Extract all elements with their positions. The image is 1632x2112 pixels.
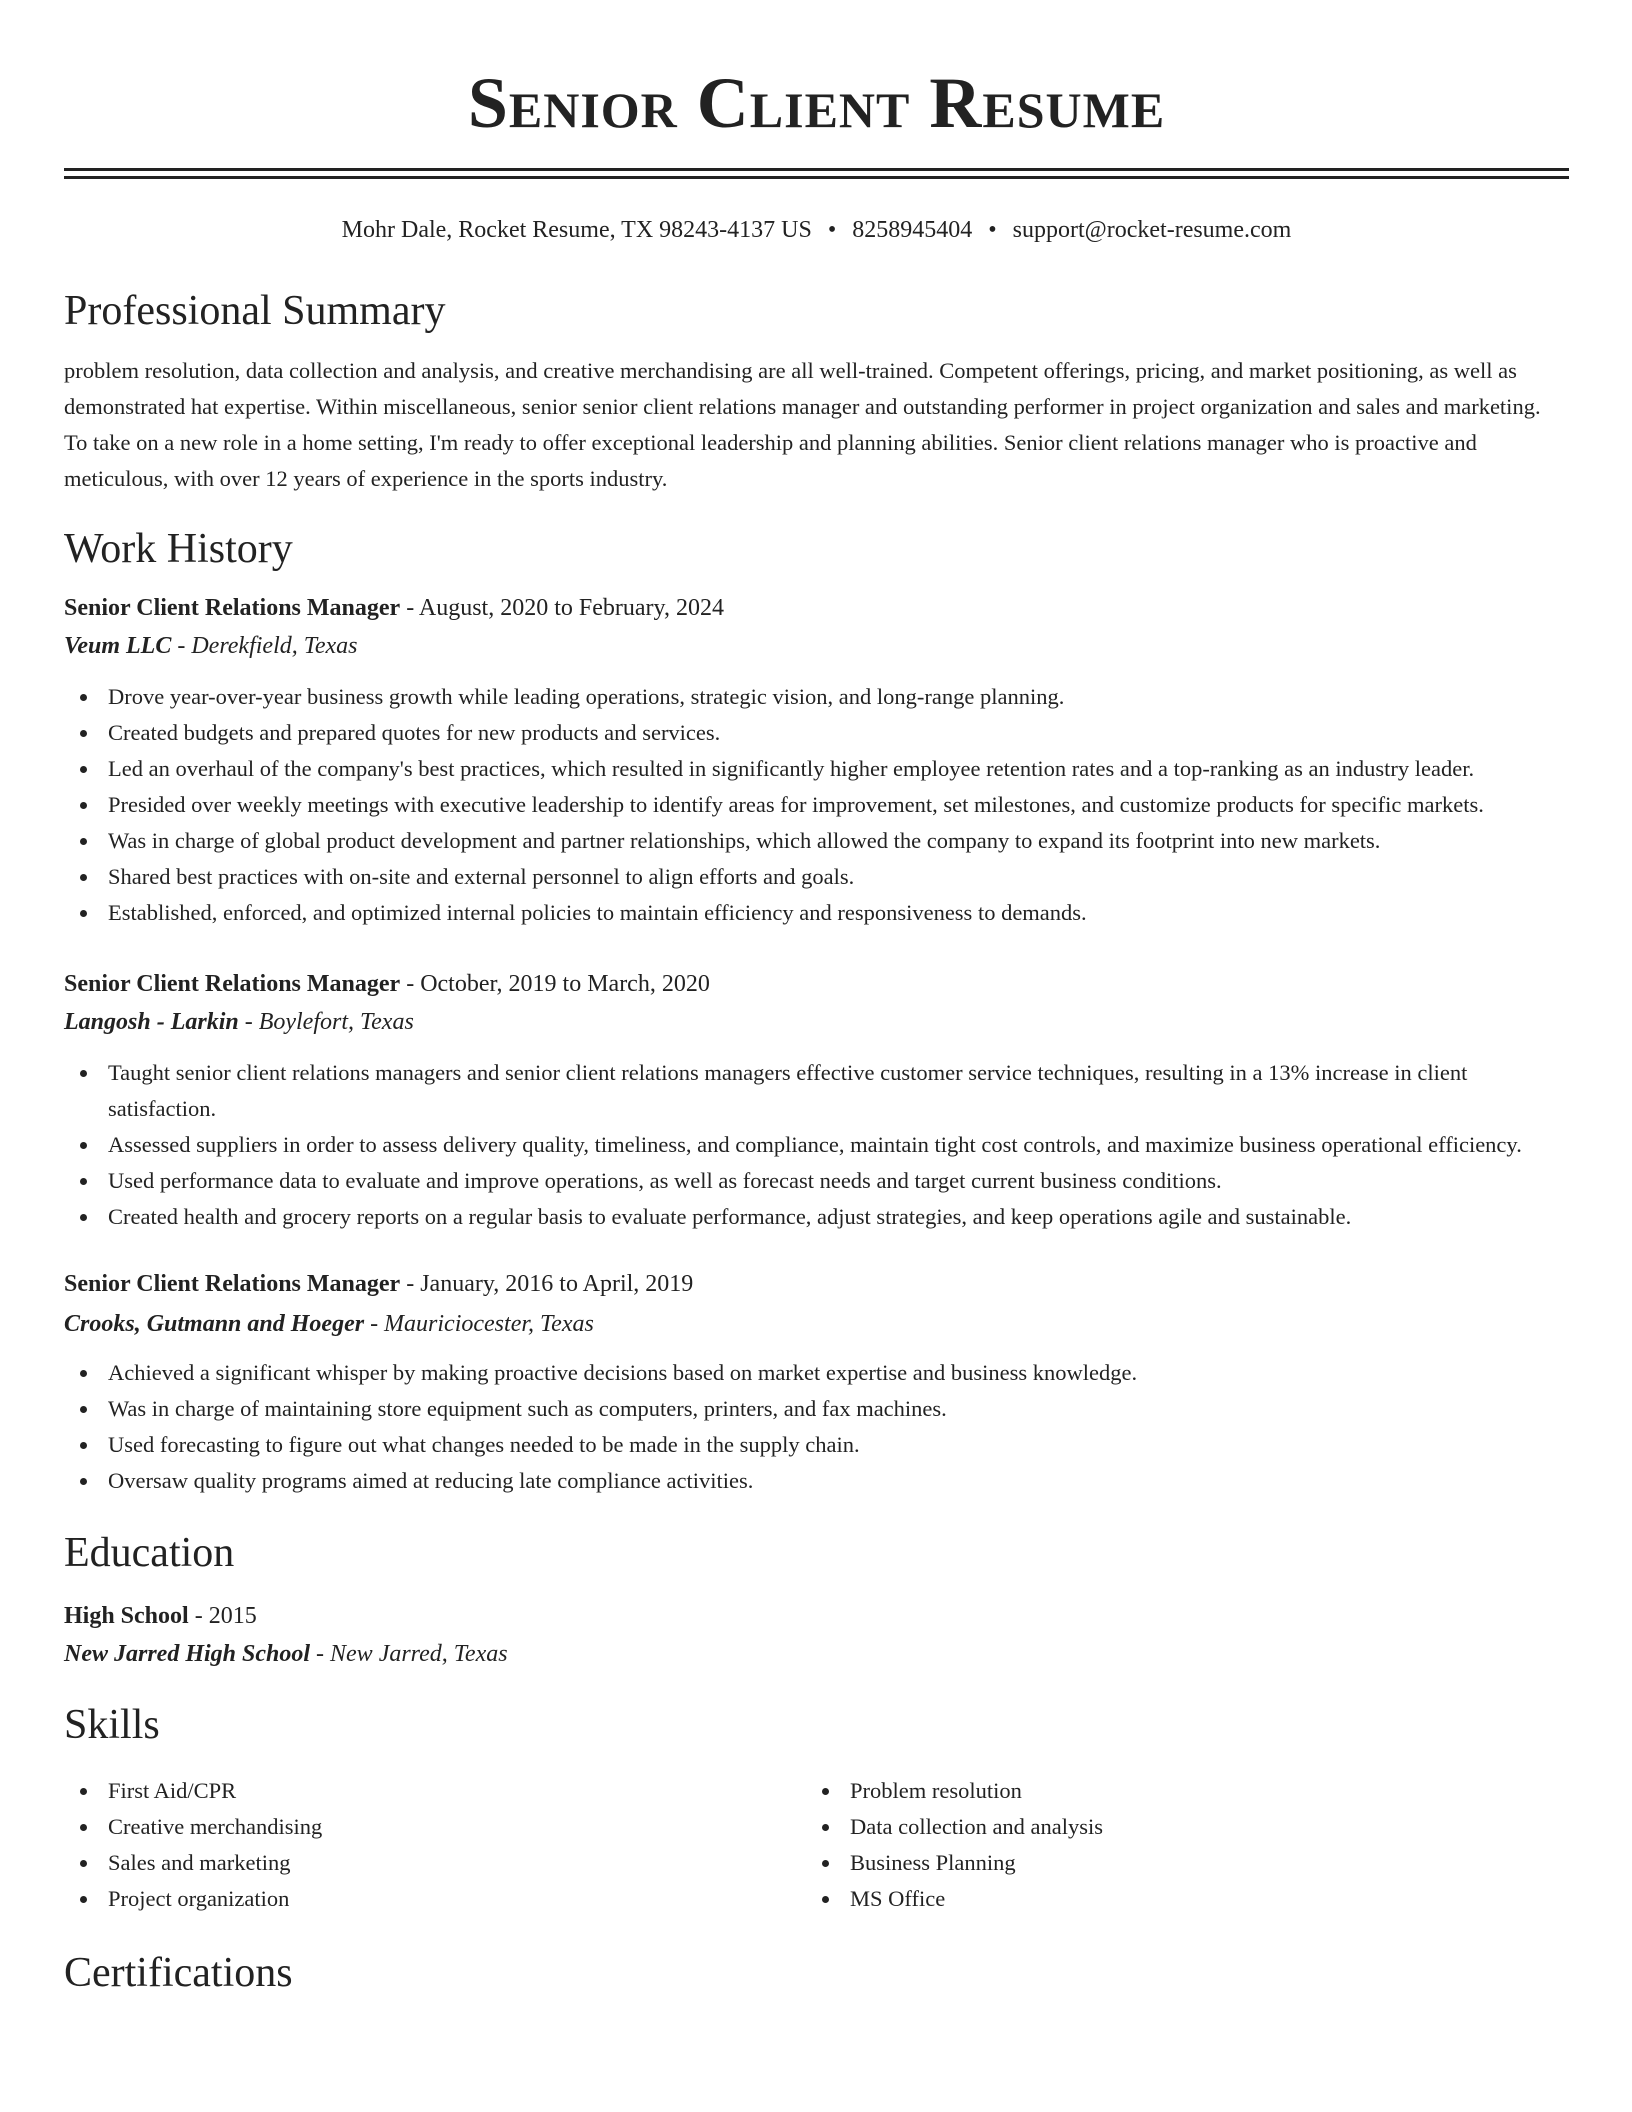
skills-column-right bbox=[806, 1773, 1548, 1917]
company-location: - Mauriciocester, Texas bbox=[364, 1311, 594, 1337]
resume-page bbox=[64, 0, 1569, 1999]
skill-item: First Aid/CPR bbox=[64, 1773, 806, 1809]
job-bullet: Presided over weekly meetings with executive leadership to identify areas for improvement, set milestones, and customize products for specific markets. bbox=[64, 787, 1569, 823]
contact-email: support@rocket-resume.com bbox=[1012, 217, 1292, 243]
job-title: Senior Client Relations Manager bbox=[64, 971, 401, 997]
work-history-heading: Work History bbox=[64, 526, 293, 572]
job-title-line bbox=[64, 1265, 1569, 1303]
page-title: Senior Client Resume bbox=[467, 63, 1166, 143]
job-entry bbox=[64, 589, 1569, 931]
company-line bbox=[64, 1305, 1569, 1343]
skill-item: Problem resolution bbox=[806, 1773, 1548, 1809]
job-title: Senior Client Relations Manager bbox=[64, 1271, 401, 1297]
job-entry bbox=[64, 965, 1569, 1235]
education-heading: Education bbox=[64, 1530, 235, 1576]
education-degree: High School bbox=[64, 1603, 189, 1629]
job-bullet: Created budgets and prepared quotes for new products and services. bbox=[64, 715, 1569, 751]
skills-heading: Skills bbox=[64, 1702, 160, 1748]
job-bullet: Assessed suppliers in order to assess delivery quality, timeliness, and compliance, maintain tight cost controls, and maximize business operational efficiency. bbox=[64, 1127, 1569, 1163]
skill-item: Business Planning bbox=[806, 1845, 1548, 1881]
job-title-line bbox=[64, 965, 1569, 1003]
education-year: - 2015 bbox=[188, 1603, 257, 1629]
company-name: Veum LLC bbox=[64, 633, 172, 659]
job-bullet: Taught senior client relations managers and senior client relations managers effective customer service techniques, resulting in a 13% increase in client satisfaction. bbox=[64, 1055, 1569, 1127]
title-rule-bottom bbox=[64, 176, 1569, 179]
company-line bbox=[64, 1003, 1569, 1041]
job-bullet: Was in charge of global product development and partner relationships, which allowed the company to expand its footprint into new markets. bbox=[64, 823, 1569, 859]
company-location: - Derekfield, Texas bbox=[171, 633, 358, 659]
education-school: New Jarred High School bbox=[64, 1641, 311, 1667]
education-location: - New Jarred, Texas bbox=[310, 1641, 508, 1667]
skill-item: Creative merchandising bbox=[64, 1809, 806, 1845]
job-bullets bbox=[64, 1055, 1569, 1235]
company-location: - Boylefort, Texas bbox=[238, 1009, 414, 1035]
summary-heading: Professional Summary bbox=[64, 288, 446, 334]
job-bullet: Achieved a significant whisper by making proactive decisions based on market expertise and business knowledge. bbox=[64, 1355, 1569, 1391]
skill-item: Data collection and analysis bbox=[806, 1809, 1548, 1845]
skills-grid bbox=[64, 1773, 1569, 1917]
contact-address: Mohr Dale, Rocket Resume, TX 98243-4137 US bbox=[341, 217, 812, 243]
job-bullet: Established, enforced, and optimized internal policies to maintain efficiency and responsiveness to demands. bbox=[64, 895, 1569, 931]
job-bullet: Created health and grocery reports on a regular basis to evaluate performance, adjust strategies, and keep operations agile and sustainable. bbox=[64, 1199, 1569, 1235]
job-title-line bbox=[64, 589, 1569, 627]
education-degree-line bbox=[64, 1597, 1569, 1635]
company-line bbox=[64, 627, 1569, 665]
job-entry bbox=[64, 1265, 1569, 1499]
education-entry bbox=[64, 1597, 1569, 1673]
job-bullet: Oversaw quality programs aimed at reducing late compliance activities. bbox=[64, 1463, 1569, 1499]
job-bullet: Led an overhaul of the company's best practices, which resulted in significantly higher employee retention rates and a top-ranking as an industry leader. bbox=[64, 751, 1569, 787]
skill-item: Sales and marketing bbox=[64, 1845, 806, 1881]
skill-item: Project organization bbox=[64, 1881, 806, 1917]
job-dates: - January, 2016 to April, 2019 bbox=[400, 1271, 694, 1297]
job-bullets bbox=[64, 679, 1569, 931]
title-rule-top bbox=[64, 168, 1569, 171]
contact-separator: • bbox=[988, 217, 997, 243]
job-bullets bbox=[64, 1355, 1569, 1499]
education-school-line bbox=[64, 1635, 1569, 1673]
job-dates: - October, 2019 to March, 2020 bbox=[400, 971, 710, 997]
summary-text: problem resolution, data collection and analysis, and creative merchandising are all well-trained. Competent offerings, pricing, and market positioning, as well as demonstrated hat expertise. Within miscellaneous, senior senior client relations manager and outstanding performer in project organization and sales and marketing. To take on a new role in a home setting, I'm ready to offer exceptional leadership and planning abilities. Senior client relations manager who is proactive and meticulous, with over 12 years of experience in the sports industry. bbox=[64, 358, 1541, 491]
job-bullet: Used forecasting to figure out what changes needed to be made in the supply chain. bbox=[64, 1427, 1569, 1463]
job-bullet: Was in charge of maintaining store equipment such as computers, printers, and fax machines. bbox=[64, 1391, 1569, 1427]
contact-phone: 8258945404 bbox=[852, 217, 973, 243]
certifications-heading: Certifications bbox=[64, 1950, 293, 1996]
contact-separator: • bbox=[827, 217, 837, 243]
skills-column-left bbox=[64, 1773, 806, 1917]
job-dates: - August, 2020 to February, 2024 bbox=[400, 595, 724, 621]
job-title: Senior Client Relations Manager bbox=[64, 595, 401, 621]
contact-line bbox=[64, 215, 1569, 245]
company-name: Crooks, Gutmann and Hoeger bbox=[64, 1311, 365, 1337]
job-bullet: Used performance data to evaluate and improve operations, as well as forecast needs and target current business conditions. bbox=[64, 1163, 1569, 1199]
job-bullet: Shared best practices with on-site and external personnel to align efforts and goals. bbox=[64, 859, 1569, 895]
skill-item: MS Office bbox=[806, 1881, 1548, 1917]
company-name: Langosh - Larkin bbox=[64, 1009, 239, 1035]
job-bullet: Drove year-over-year business growth while leading operations, strategic vision, and long-range planning. bbox=[64, 679, 1569, 715]
